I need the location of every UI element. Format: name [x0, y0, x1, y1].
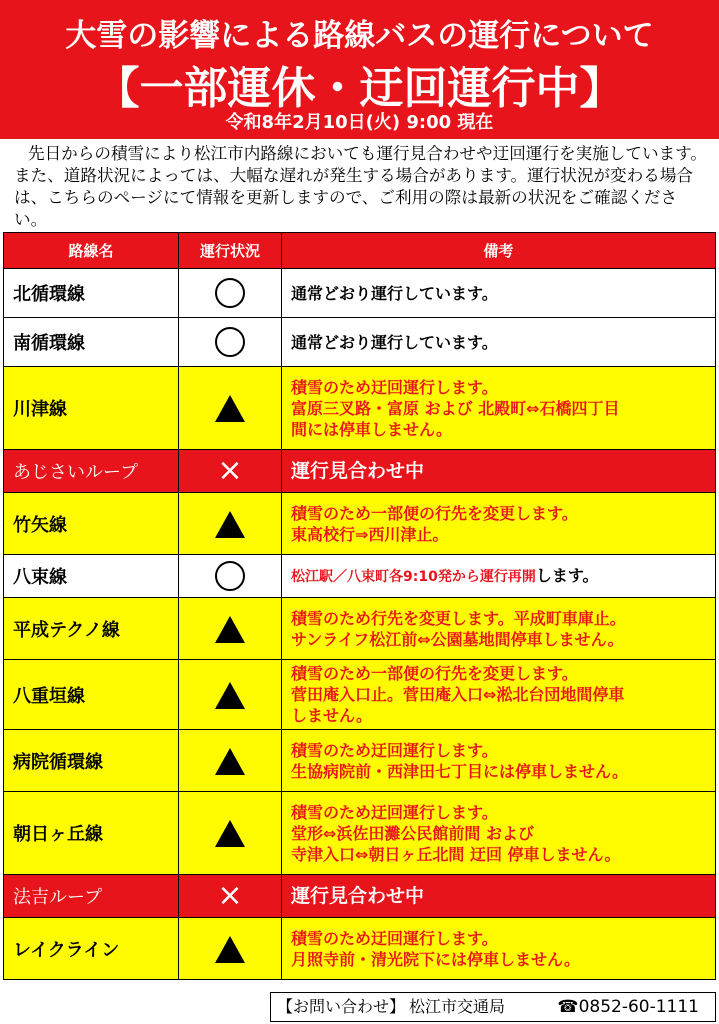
route-note: [282, 730, 716, 792]
normal-circle-icon: [215, 278, 245, 308]
contact-footer: [270, 992, 716, 1022]
note-line: 積雪のため迂回運行します。: [291, 928, 498, 948]
header-banner: [0, 0, 719, 139]
table-row: [4, 269, 716, 318]
page-title: 大雪の影響による路線バスの運行について: [65, 18, 654, 54]
partial-triangle-icon: [215, 748, 245, 775]
note-line: 積雪のため一部便の行先を変更します。: [291, 664, 578, 683]
route-status: [179, 660, 282, 730]
table-row: [4, 598, 716, 660]
note-line: 積雪のため行先を変更します。平成町車庫止。: [291, 608, 626, 628]
route-status: [179, 450, 282, 493]
header-status: 運行状況: [179, 233, 282, 269]
route-status: [179, 269, 282, 318]
route-name: 八束線: [4, 555, 179, 598]
route-note: [282, 555, 716, 598]
note-line: 間には停車しません。: [291, 419, 452, 439]
route-name: 竹矢線: [4, 493, 179, 555]
route-name: 川津線: [4, 367, 179, 450]
table-row: [4, 493, 716, 555]
suspended-cross-icon: ×: [217, 452, 243, 488]
route-name: 法吉ループ: [4, 875, 179, 918]
note-line: 堂形⇔浜佐田灘公民館前間 および: [291, 823, 534, 843]
partial-triangle-icon: [215, 936, 245, 963]
route-note: [282, 318, 716, 367]
route-status: [179, 598, 282, 660]
route-note: [282, 918, 716, 980]
update-datetime: 令和8年2月10日(火) 9:00 現在: [225, 112, 494, 133]
partial-triangle-icon: [215, 682, 245, 709]
route-note: [282, 493, 716, 555]
note-suffix-text: します。: [535, 565, 599, 585]
route-status-table: [3, 232, 716, 980]
note-line: 富原三叉路・富原 および 北殿町⇔石橋四丁目: [291, 398, 620, 418]
route-note: [282, 875, 716, 918]
route-status: [179, 493, 282, 555]
table-row: [4, 450, 716, 493]
table-row: [4, 792, 716, 875]
partial-triangle-icon: [215, 820, 245, 847]
note-line: サンライフ松江前⇔公園墓地間停車しません。: [291, 629, 624, 649]
partial-triangle-icon: [215, 511, 245, 538]
route-note: [282, 269, 716, 318]
route-note: [282, 450, 716, 493]
note-line: しません。: [291, 706, 372, 725]
suspended-cross-icon: ×: [217, 877, 243, 913]
table-row: [4, 318, 716, 367]
route-note: [282, 792, 716, 875]
route-name: 平成テクノ線: [4, 598, 179, 660]
table-row: [4, 918, 716, 980]
route-name: 病院循環線: [4, 730, 179, 792]
contact-org: 松江市交通局: [409, 997, 506, 1016]
table-row: [4, 875, 716, 918]
note-line: 積雪のため迂回運行します。: [291, 740, 498, 760]
route-note: [282, 367, 716, 450]
route-name: 南循環線: [4, 318, 179, 367]
note-line: 東高校行⇒西川津止。: [291, 524, 449, 544]
intro-text: 先日からの積雪により松江市内路線においても運行見合わせや迂回運行を実施しています。また、道路状況によっては、大幅な遅れが発生する場合があります。運行状況が変わる場合は、こちらのページにて情報を更新しますので、ご利用の際は最新の状況をご確認ください。: [14, 144, 708, 229]
partial-triangle-icon: [215, 616, 245, 643]
note-line: 積雪のため迂回運行します。: [291, 802, 498, 822]
table-row: [4, 367, 716, 450]
route-note: [282, 598, 716, 660]
header-notes: 備考: [282, 233, 716, 269]
route-status: [179, 555, 282, 598]
note-line: 運行見合わせ中: [291, 459, 425, 482]
note-line: 菅田庵入口止。菅田庵入口⇔淞北台団地間停車: [291, 685, 625, 704]
note-line: 寺津入口⇔朝日ヶ丘北間 迂回 停車しません。: [291, 844, 621, 864]
route-status: [179, 367, 282, 450]
normal-circle-icon: [215, 561, 245, 591]
table-row: [4, 555, 716, 598]
note-line: 積雪のため迂回運行します。: [291, 377, 498, 397]
note-line: 通常どおり運行しています。: [291, 283, 498, 303]
note-line: 積雪のため一部便の行先を変更します。: [291, 503, 578, 523]
route-note: [282, 660, 716, 730]
route-name: あじさいループ: [4, 450, 179, 493]
note-line: 生協病院前・西津田七丁目には停車しません。: [291, 761, 628, 781]
route-name: レイクライン: [4, 918, 179, 980]
route-name: 朝日ヶ丘線: [4, 792, 179, 875]
table-row: [4, 660, 716, 730]
route-status: [179, 918, 282, 980]
page-subtitle: 【一部運休・迂回運行中】: [95, 63, 624, 114]
note-line: 通常どおり運行しています。: [291, 332, 498, 352]
header-route-name: 路線名: [4, 233, 179, 269]
note-line: 月照寺前・清光院下には停車しません。: [291, 949, 580, 969]
contact-label: 【お問い合わせ】: [277, 997, 406, 1016]
contact-phone: ☎0852-60-1111: [557, 997, 699, 1017]
route-name: 八重垣線: [4, 660, 179, 730]
route-status: [179, 318, 282, 367]
table-row: [4, 730, 716, 792]
note-line: 運行見合わせ中: [291, 884, 425, 907]
normal-circle-icon: [215, 327, 245, 357]
route-name: 北循環線: [4, 269, 179, 318]
route-status: [179, 792, 282, 875]
partial-triangle-icon: [215, 395, 245, 422]
note-resume-text: 松江駅／八束町各9:10発から運行再開: [291, 568, 536, 585]
route-status: [179, 875, 282, 918]
table-header-row: [4, 233, 716, 269]
route-status: [179, 730, 282, 792]
